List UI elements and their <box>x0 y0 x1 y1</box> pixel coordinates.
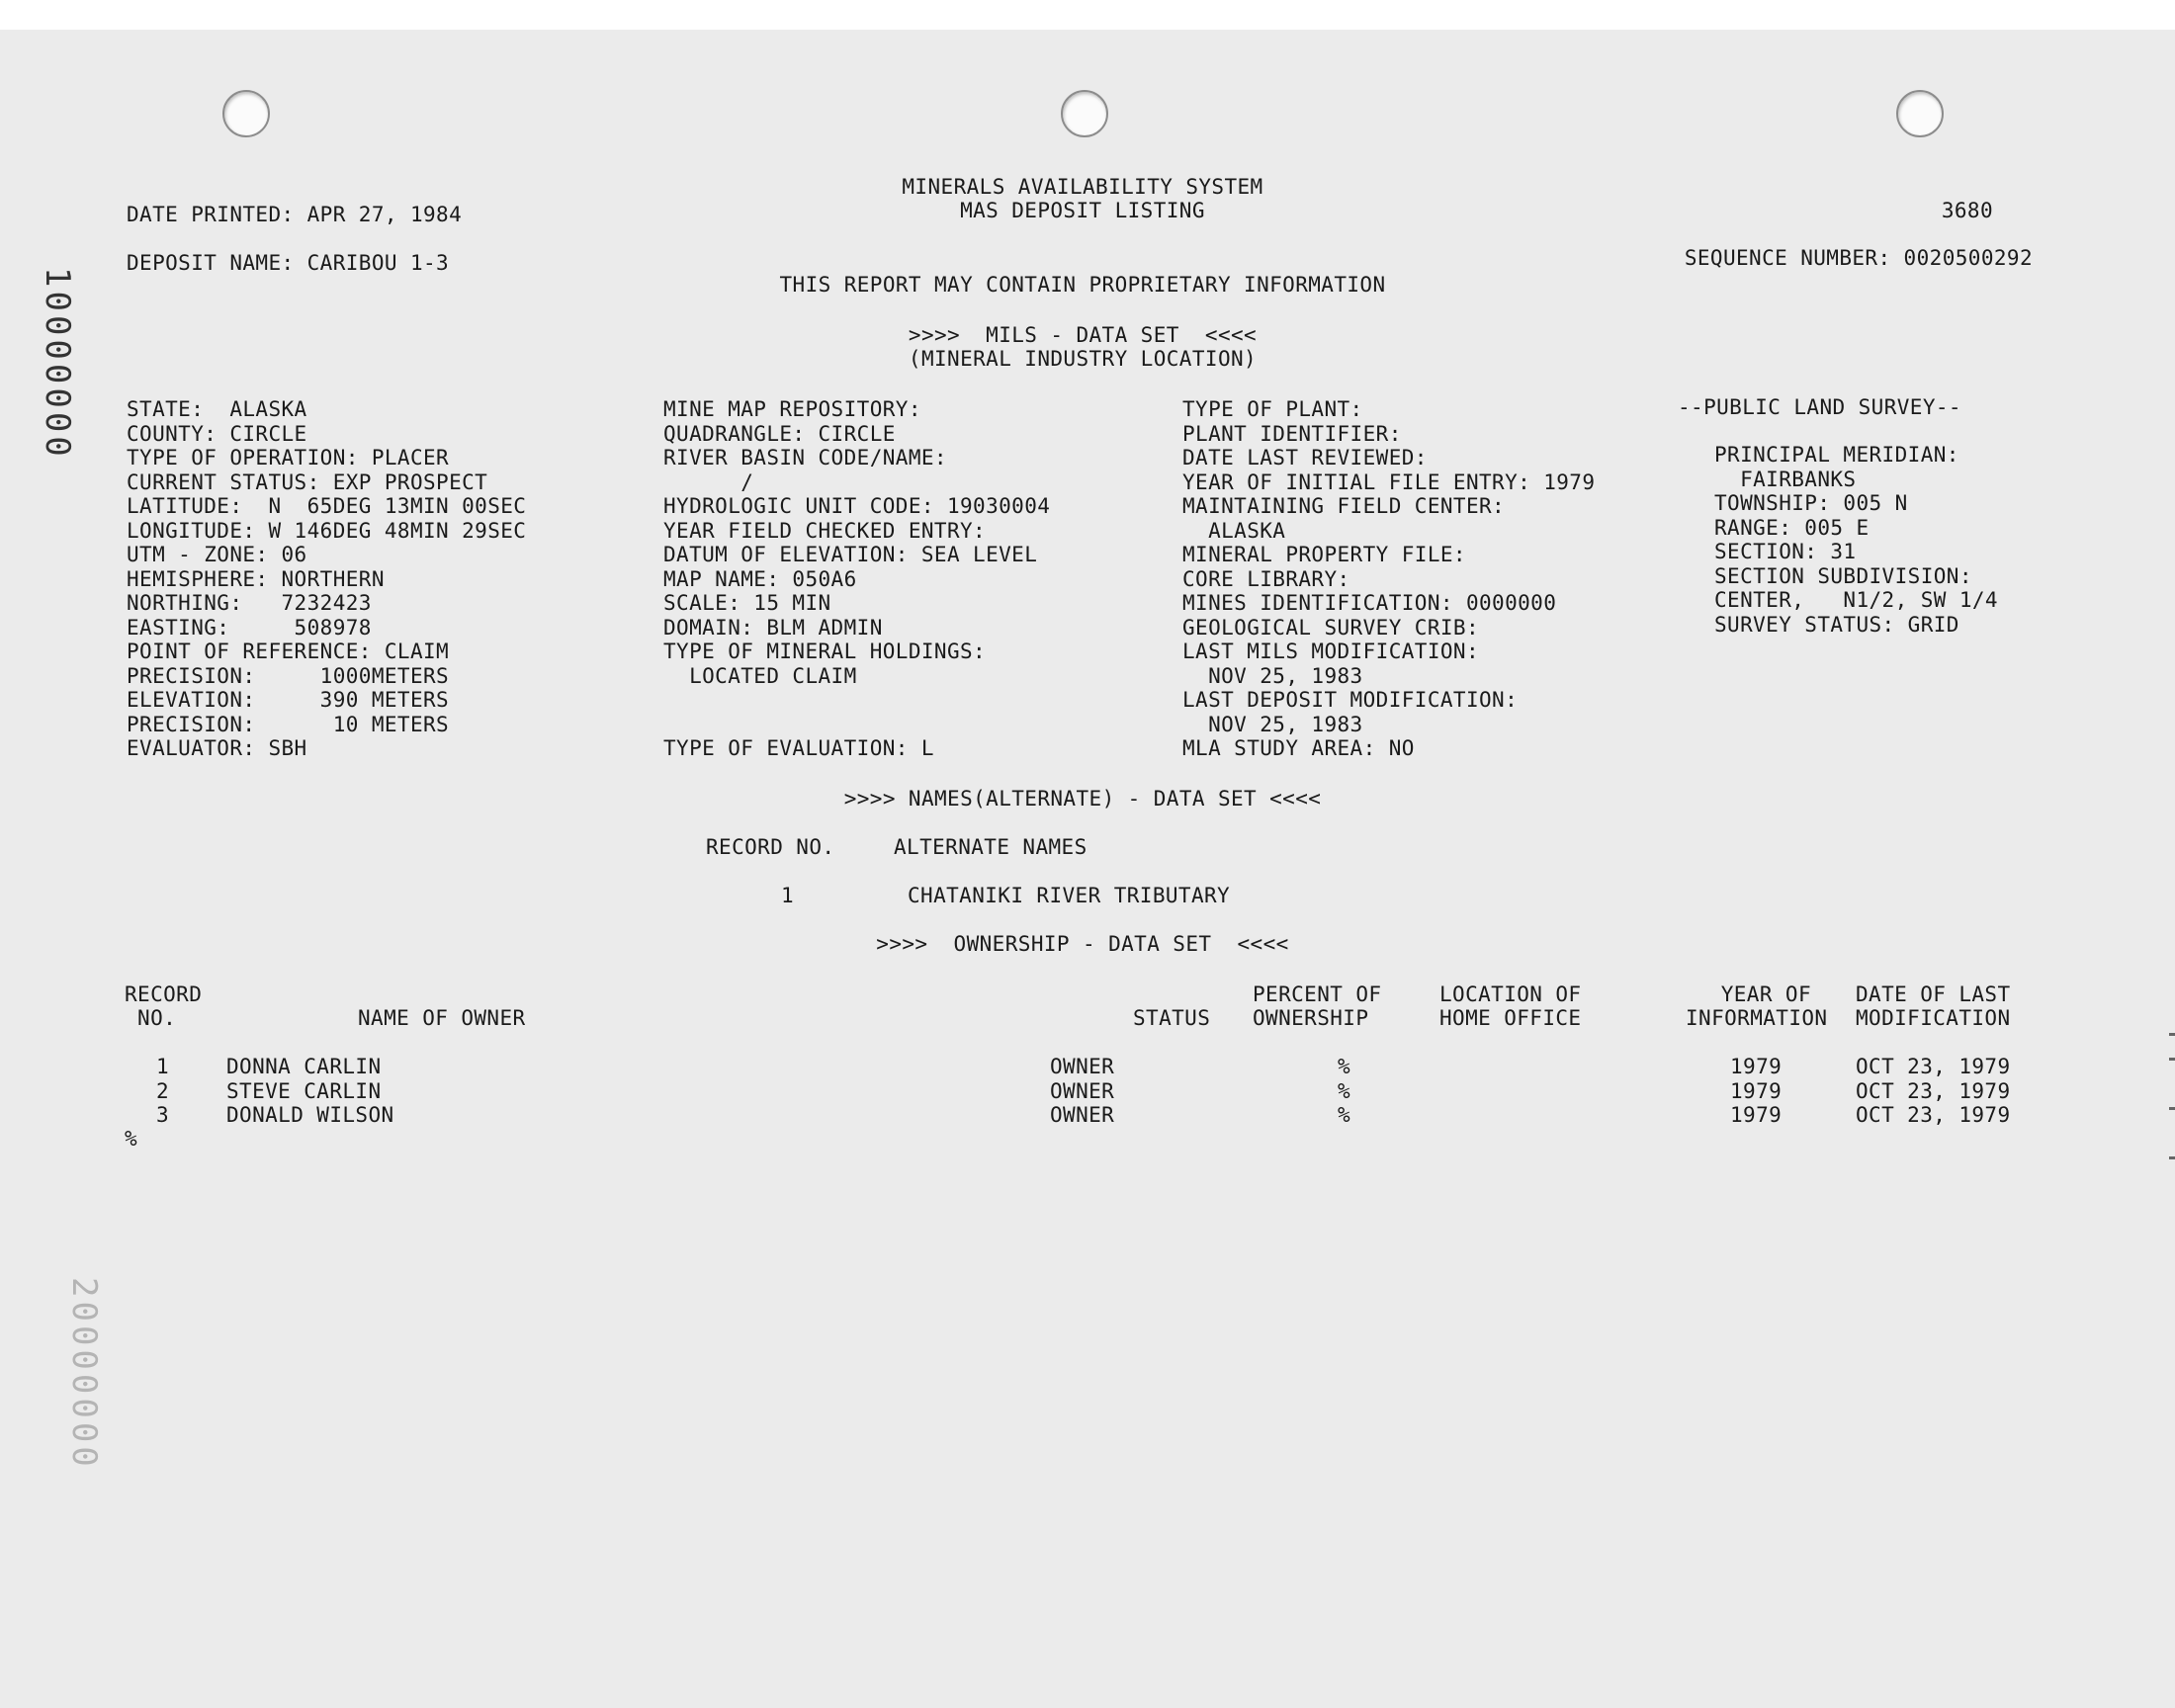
field-line: TYPE OF EVALUATION: L <box>663 736 934 760</box>
field-line: YEAR OF INITIAL FILE ENTRY: 1979 <box>1182 470 1596 494</box>
field-line: ELEVATION: 390 METERS <box>127 688 450 712</box>
field-line: MAINTAINING FIELD CENTER: <box>1182 494 1506 518</box>
field-line: TYPE OF PLANT: <box>1182 397 1363 421</box>
listing-title: MAS DEPOSIT LISTING <box>960 199 1205 222</box>
mils-subtitle: (MINERAL INDUSTRY LOCATION) <box>908 347 1258 371</box>
names-row-name: CHATANIKI RIVER TRIBUTARY <box>908 884 1231 907</box>
row-percent: % <box>1338 1078 1351 1103</box>
col-header-date: DATE OF LAST <box>1856 982 2011 1006</box>
col-header-location: HOME OFFICE <box>1439 1006 1582 1030</box>
field-line: LATITUDE: N 65DEG 13MIN 00SEC <box>127 494 527 518</box>
row-date: OCT 23, 1979 <box>1856 1055 2011 1078</box>
row-percent: % <box>1338 1055 1351 1078</box>
field-line: EASTING: 508978 <box>127 615 372 640</box>
field-line: HEMISPHERE: NORTHERN <box>127 566 385 591</box>
row-status: OWNER <box>1050 1055 1115 1078</box>
edge-mark <box>2169 1107 2175 1110</box>
row-year: 1979 <box>1730 1078 1783 1103</box>
names-title: >>>> NAMES(ALTERNATE) - DATA SET <<<< <box>843 787 1322 811</box>
field-line: YEAR FIELD CHECKED ENTRY: <box>663 518 987 543</box>
deposit-name: DEPOSIT NAME: CARIBOU 1-3 <box>127 251 450 275</box>
footer-mark: % <box>125 1127 138 1151</box>
field-line: MLA STUDY AREA: NO <box>1182 736 1415 760</box>
col-header-date: MODIFICATION <box>1856 1006 2011 1030</box>
mils-title: >>>> MILS - DATA SET <<<< <box>908 323 1258 347</box>
field-line: TYPE OF MINERAL HOLDINGS: <box>663 640 987 663</box>
punch-hole-right <box>1896 90 1944 137</box>
field-line: ALASKA <box>1182 518 1286 543</box>
row-record: 1 <box>156 1055 170 1078</box>
row-date: OCT 23, 1979 <box>1856 1103 2011 1127</box>
field-line: PRECISION: 10 METERS <box>127 712 450 736</box>
field-line: SECTION: 31 <box>1714 540 1857 563</box>
field-line: CORE LIBRARY: <box>1182 566 1350 591</box>
edge-mark <box>2169 1058 2175 1061</box>
report-sheet <box>0 30 2175 1708</box>
row-date: OCT 23, 1979 <box>1856 1078 2011 1103</box>
field-line: DOMAIN: BLM ADMIN <box>663 615 883 640</box>
field-line: SCALE: 15 MIN <box>663 591 831 615</box>
field-line: STATE: ALASKA <box>127 397 307 421</box>
punch-hole-left <box>222 90 270 137</box>
field-line: PLANT IDENTIFIER: <box>1182 421 1402 446</box>
field-line: TYPE OF OPERATION: PLACER <box>127 446 450 470</box>
field-line: UTM - ZONE: 06 <box>127 543 307 566</box>
field-line: NOV 25, 1983 <box>1182 663 1363 688</box>
field-line: TOWNSHIP: 005 N <box>1714 491 1908 515</box>
row-owner-name: DONALD WILSON <box>226 1103 394 1127</box>
col-header-percent: OWNERSHIP <box>1253 1006 1369 1030</box>
field-line: NORTHING: 7232423 <box>127 591 372 615</box>
field-line: NOV 25, 1983 <box>1182 712 1363 736</box>
row-status: OWNER <box>1050 1103 1115 1127</box>
field-line: HYDROLOGIC UNIT CODE: 19030004 <box>663 494 1051 518</box>
field-line: DATE LAST REVIEWED: <box>1182 446 1428 470</box>
field-line: MINES IDENTIFICATION: 0000000 <box>1182 591 1557 615</box>
field-line: SECTION SUBDIVISION: <box>1714 563 1972 588</box>
row-percent: % <box>1338 1103 1351 1127</box>
proprietary-notice: THIS REPORT MAY CONTAIN PROPRIETARY INFORMATION <box>779 273 1386 297</box>
field-line: FAIRBANKS <box>1714 467 1857 491</box>
field-line: CURRENT STATUS: EXP PROSPECT <box>127 470 488 494</box>
plss-title: --PUBLIC LAND SURVEY-- <box>1678 395 1961 419</box>
field-line: QUADRANGLE: CIRCLE <box>663 421 896 446</box>
row-record: 2 <box>156 1078 170 1103</box>
sequence-number: SEQUENCE NUMBER: 0020500292 <box>1684 246 2033 270</box>
field-line: / <box>663 470 754 494</box>
margin-stamp-top: 10000000 <box>38 267 77 461</box>
field-line: MINE MAP REPOSITORY: <box>663 397 921 421</box>
row-status: OWNER <box>1050 1078 1115 1103</box>
names-header-names: ALTERNATE NAMES <box>894 835 1088 859</box>
field-line: EVALUATOR: SBH <box>127 736 307 760</box>
col-header-record: RECORD <box>125 982 203 1006</box>
col-header-percent: PERCENT OF <box>1253 982 1382 1006</box>
col-header-year: YEAR OF <box>1720 982 1811 1006</box>
col-header-name: NAME OF OWNER <box>358 1006 526 1030</box>
system-title: MINERALS AVAILABILITY SYSTEM <box>902 175 1263 199</box>
names-row-record: 1 <box>781 884 795 907</box>
field-line: MAP NAME: 050A6 <box>663 566 857 591</box>
page-number: 3680 <box>1941 199 1993 222</box>
col-header-record: NO. <box>125 1006 177 1030</box>
field-line: MINERAL PROPERTY FILE: <box>1182 543 1466 566</box>
punch-hole-center <box>1061 90 1108 137</box>
field-line: LAST MILS MODIFICATION: <box>1182 640 1479 663</box>
field-line: POINT OF REFERENCE: CLAIM <box>127 640 450 663</box>
row-owner-name: STEVE CARLIN <box>226 1078 382 1103</box>
field-line: LONGITUDE: W 146DEG 48MIN 29SEC <box>127 518 527 543</box>
col-header-year: INFORMATION <box>1686 1006 1828 1030</box>
margin-stamp-bottom: 20000000 <box>64 1277 104 1471</box>
field-line: COUNTY: CIRCLE <box>127 421 307 446</box>
edge-mark <box>2169 1033 2175 1036</box>
ownership-title: >>>> OWNERSHIP - DATA SET <<<< <box>876 932 1289 956</box>
col-header-status: STATUS <box>1133 1006 1211 1030</box>
col-header-location: LOCATION OF <box>1439 982 1582 1006</box>
row-year: 1979 <box>1730 1055 1783 1078</box>
field-line: GEOLOGICAL SURVEY CRIB: <box>1182 615 1479 640</box>
row-year: 1979 <box>1730 1103 1783 1127</box>
names-header-record: RECORD NO. <box>706 835 835 859</box>
field-line: DATUM OF ELEVATION: SEA LEVEL <box>663 543 1038 566</box>
field-line: LAST DEPOSIT MODIFICATION: <box>1182 688 1519 712</box>
field-line: CENTER, N1/2, SW 1/4 <box>1714 588 1998 612</box>
field-line: PRINCIPAL MERIDIAN: <box>1714 443 1959 467</box>
row-owner-name: DONNA CARLIN <box>226 1055 382 1078</box>
row-record: 3 <box>156 1103 170 1127</box>
field-line: RIVER BASIN CODE/NAME: <box>663 446 947 470</box>
field-line: PRECISION: 1000METERS <box>127 663 450 688</box>
field-line: LOCATED CLAIM <box>663 663 857 688</box>
field-line: RANGE: 005 E <box>1714 515 1870 540</box>
field-line: SURVEY STATUS: GRID <box>1714 612 1959 637</box>
edge-mark <box>2169 1156 2175 1159</box>
date-printed: DATE PRINTED: APR 27, 1984 <box>127 203 463 226</box>
